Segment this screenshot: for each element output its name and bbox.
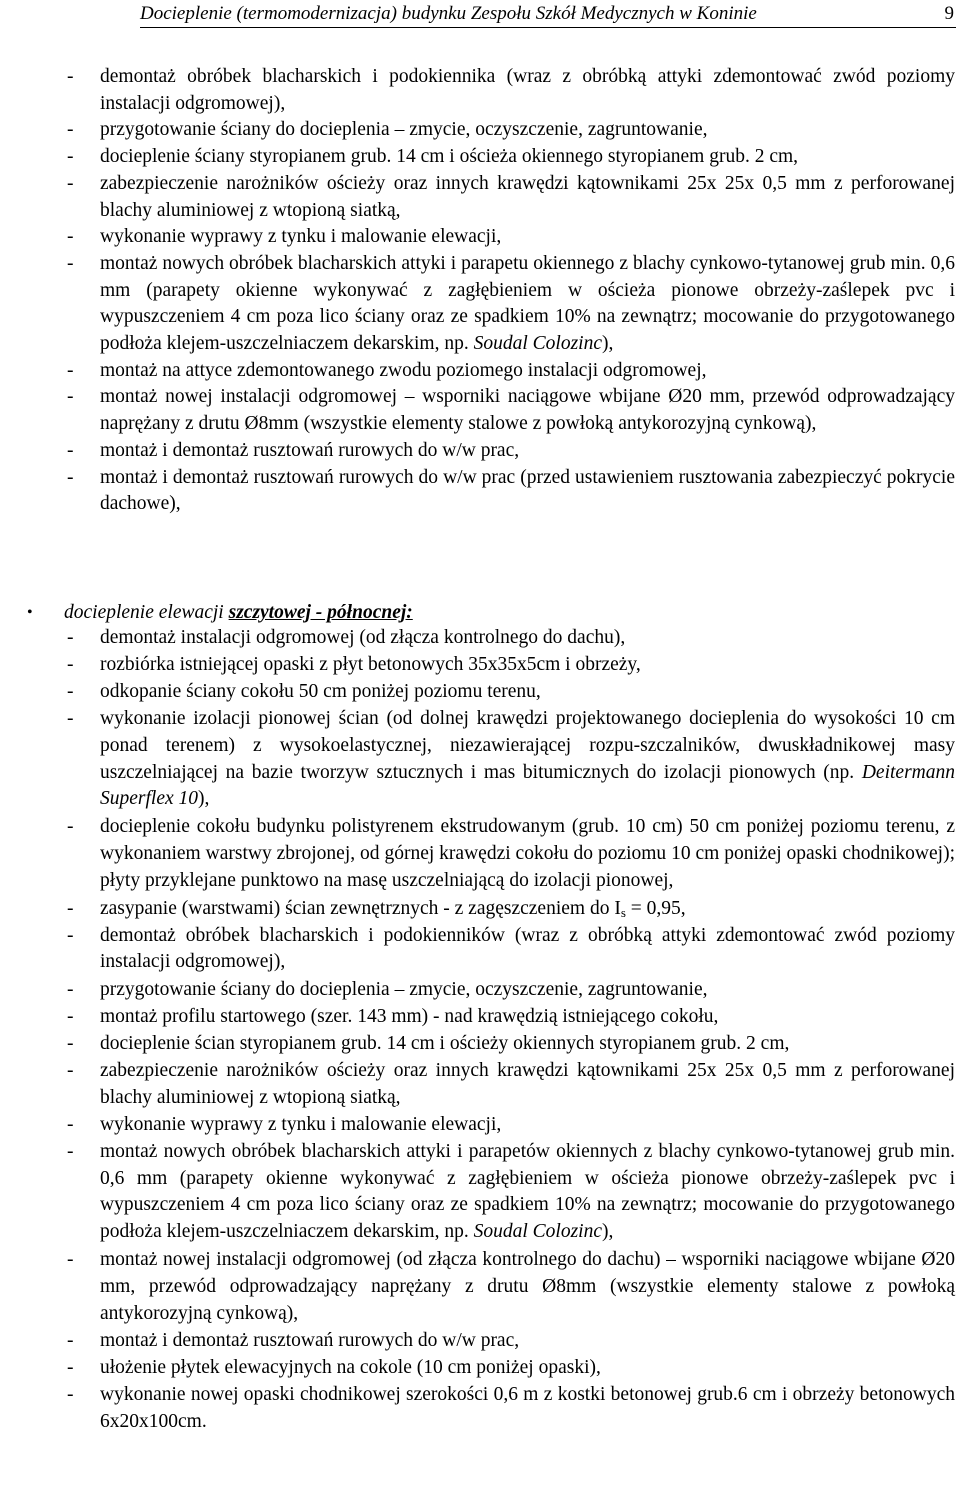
list-item-text bbox=[100, 1031, 955, 1058]
list-dash: - bbox=[67, 978, 74, 1000]
list-item-text bbox=[100, 384, 955, 437]
list-dash: - bbox=[67, 439, 74, 461]
list-dash: - bbox=[67, 172, 74, 194]
list-item-text bbox=[100, 224, 955, 251]
list-item-text bbox=[100, 679, 955, 706]
list-item-text bbox=[100, 171, 955, 224]
list-item bbox=[67, 923, 955, 976]
italic-text: Soudal Colozinc bbox=[473, 333, 602, 354]
list-dash: - bbox=[67, 897, 74, 919]
list-dash: - bbox=[67, 119, 74, 141]
text-run: zabezpieczenie narożników ościeży oraz innych krawędzi kątownikami 25x 25x 0,5 mm z perforowanej blachy aluminiowej z wtopioną siatką, bbox=[100, 172, 955, 221]
list-item bbox=[67, 64, 955, 117]
list-item bbox=[67, 251, 955, 358]
text-run: przygotowanie ściany do docieplenia – zmycie, oczyszczenie, zagruntowanie, bbox=[100, 978, 708, 1000]
list-dash: - bbox=[67, 654, 74, 676]
list-dash: - bbox=[67, 1384, 74, 1406]
list-item-text bbox=[100, 625, 955, 652]
list-dash: - bbox=[67, 1357, 74, 1379]
list-item bbox=[67, 679, 955, 706]
text-run: docieplenie ściany styropianem grub. 14 cm i ościeża okiennego styropianem grub. 2 cm, bbox=[100, 146, 799, 168]
list-item-text bbox=[100, 1247, 955, 1327]
section-heading bbox=[27, 599, 413, 626]
text-run: montaż i demontaż rusztowań rurowych do w/w prac, bbox=[100, 1330, 520, 1352]
list-item-text bbox=[100, 1139, 955, 1246]
list-item-text bbox=[100, 251, 955, 358]
bullet-icon: • bbox=[27, 604, 33, 621]
text-run: montaż na attyce zdemontowanego zwodu poziomego instalacji odgromowej, bbox=[100, 359, 707, 381]
text-run: montaż profilu startowego (szer. 143 mm) - nad krawędzią istniejącego cokołu, bbox=[100, 1005, 719, 1027]
list-item-text bbox=[100, 1058, 955, 1111]
list-dash: - bbox=[67, 226, 74, 248]
list-item bbox=[67, 1139, 955, 1246]
list-dash: - bbox=[67, 386, 74, 408]
list-item bbox=[67, 1355, 955, 1382]
list-item-text bbox=[100, 706, 955, 813]
page-header bbox=[140, 0, 956, 28]
list-item bbox=[67, 1004, 955, 1031]
list-item bbox=[67, 144, 955, 171]
list-item bbox=[67, 1112, 955, 1139]
list-item bbox=[67, 896, 955, 923]
text-run: odkopanie ściany cokołu 50 cm poniżej poziomu terenu, bbox=[100, 681, 541, 703]
list-item bbox=[67, 977, 955, 1004]
list-item-text bbox=[100, 1004, 955, 1031]
list-dash: - bbox=[67, 252, 74, 274]
header-title: Docieplenie (termomodernizacja) budynku Zespołu Szkół Medycznych w Koninie bbox=[140, 3, 757, 24]
page-number: 9 bbox=[944, 3, 954, 24]
list-item-text bbox=[100, 652, 955, 679]
text-run: montaż i demontaż rusztowań rurowych do w/w prac, bbox=[100, 439, 520, 461]
text-run: docieplenie ścian styropianem grub. 14 cm i ościeży okiennych styropianem grub. 2 cm, bbox=[100, 1032, 790, 1054]
subscript-text: s bbox=[620, 904, 626, 920]
list-dash: - bbox=[67, 1113, 74, 1135]
list-item-text bbox=[100, 896, 955, 923]
list-item bbox=[67, 358, 955, 385]
list-dash: - bbox=[67, 1005, 74, 1027]
text-run: zabezpieczenie narożników ościeży oraz innych krawędzi kątownikami 25x 25x 0,5 mm z perforowanej blachy aluminiowej z wtopioną siatką, bbox=[100, 1059, 955, 1108]
text-run: wykonanie izolacji pionowej ścian (od dolnej krawędzi projektowanego docieplenia do wysokości 10 cm ponad terenem) z wysokoelastycznej, niezawierającej rozpu-szczalników, dwuskładnikowej masy uszczelniającej na bazie tworzyw sztucznych i mas bitumicznych do izolacji pionowych (np. bbox=[100, 708, 955, 783]
text-run: montaż nowej instalacji odgromowej (od złącza kontrolnego do dachu) – wsporniki naciągowe wbijane Ø20 mm, przewód odprowadzający naprężany z drutu Ø8mm (wszystkie elementy stalowe z powłoką antykorozyjną cynkową), bbox=[100, 1249, 955, 1324]
text-run: montaż nowych obróbek blacharskich attyki i parapetów okiennych z blachy cynkowo-tytanowej grub min. 0,6 mm (parapety okienne wykonywać z zagłębieniem w ościeża pionowe obrzeży-zaślepek pvc i wypuszczeniem 4 cm poza lico ściany oraz ze spadkiem 10% na zewnątrz; mocowanie do przygotowanego podłoża klejem-uszczelniaczem dekarskim, np. bbox=[100, 1140, 955, 1243]
list-dash: - bbox=[67, 681, 74, 703]
text-run: ), bbox=[602, 1221, 614, 1243]
text-run: rozbiórka istniejącej opaski z płyt betonowych 35x35x5cm i obrzeży, bbox=[100, 654, 641, 676]
list-item bbox=[67, 652, 955, 679]
text-run: wykonanie wyprawy z tynku i malowanie elewacji, bbox=[100, 1113, 502, 1135]
text-run: montaż i demontaż rusztowań rurowych do w/w prac (przed ustawieniem rusztowania zabezpieczyć pokrycie dachowe), bbox=[100, 466, 955, 515]
list-item-text bbox=[100, 1112, 955, 1139]
text-run: zasypanie (warstwami) ścian zewnętrznych - z zagęszczeniem do I bbox=[100, 897, 621, 919]
text-run: docieplenie cokołu budynku polistyrenem ekstrudowanym (grub. 10 cm) 50 cm poniżej poziomu terenu, z wykonaniem warstwy zbrojonej, od górnej krawędzi cokołu do poziomu 10 cm poniżej opaski chodnikowej); płyty przyklejane punktowo na masę uszczelniającą do izolacji pionowej, bbox=[100, 816, 955, 891]
list-dash: - bbox=[67, 1032, 74, 1054]
list-item bbox=[67, 171, 955, 224]
list-dash: - bbox=[67, 1059, 74, 1081]
list-dash: - bbox=[67, 146, 74, 168]
list-dash: - bbox=[67, 1140, 74, 1162]
list-item bbox=[67, 625, 955, 652]
list-item-text bbox=[100, 814, 955, 894]
list-item bbox=[67, 438, 955, 465]
text-run: wykonanie wyprawy z tynku i malowanie elewacji, bbox=[100, 226, 502, 248]
list-dash: - bbox=[67, 708, 74, 730]
text-run: demontaż obróbek blacharskich i podokienników (wraz z obróbką attyki zdemontować zwód poziomy instalacji odgromowej), bbox=[100, 924, 955, 973]
text-run: wykonanie nowej opaski chodnikowej szerokości 0,6 m z kostki betonowej grub.6 cm i obrzeży betonowych 6x20x100cm. bbox=[100, 1384, 955, 1433]
italic-text: Deitermann Superflex 10 bbox=[100, 761, 955, 810]
list-item-text bbox=[100, 358, 955, 385]
section-heading-prefix: docieplenie elewacji bbox=[64, 602, 229, 623]
list-item bbox=[67, 224, 955, 251]
text-run: demontaż instalacji odgromowej (od złącza kontrolnego do dachu), bbox=[100, 627, 626, 648]
text-run: montaż nowych obróbek blacharskich attyki i parapetu okiennego z blachy cynkowo-tytanowej grub min. 0,6 mm (parapety okienne wykonywać z zagłębieniem w ościeża pionowe obrzeży-zaślepek pvc i wypuszczeniem 4 cm poza lico ściany oraz ze spadkiem 10% na zewnątrz; mocowanie do przygotowanego podłoża klejem-uszczelniaczem dekarskim, np. bbox=[100, 252, 955, 354]
list-item-text bbox=[100, 923, 955, 976]
list-item bbox=[67, 1031, 955, 1058]
list-item bbox=[67, 465, 955, 518]
list-item bbox=[67, 384, 955, 437]
list-dash: - bbox=[67, 466, 74, 488]
list-item-text bbox=[100, 1328, 955, 1355]
text-run: przygotowanie ściany do docieplenia – zmycie, oczyszczenie, zagruntowanie, bbox=[100, 119, 708, 141]
list-item bbox=[67, 117, 955, 144]
list-item-text bbox=[100, 438, 955, 465]
list-dash: - bbox=[67, 627, 74, 648]
text-run: = 0,95, bbox=[625, 897, 686, 919]
list-item bbox=[67, 814, 955, 894]
section-heading-underlined: szczytowej - północnej: bbox=[228, 602, 413, 623]
italic-text: Soudal Colozinc bbox=[473, 1221, 602, 1243]
list-item-text bbox=[100, 465, 955, 518]
list-item-text bbox=[100, 1355, 955, 1382]
list-item-text bbox=[100, 64, 955, 117]
list-dash: - bbox=[67, 924, 74, 946]
text-run: ), bbox=[602, 333, 614, 354]
list-dash: - bbox=[67, 359, 74, 381]
list-dash: - bbox=[67, 66, 74, 87]
list-item bbox=[67, 706, 955, 813]
list-dash: - bbox=[67, 1249, 74, 1271]
text-run: montaż nowej instalacji odgromowej – wsporniki naciągowe wbijane Ø20 mm, przewód odprowadzający naprężany z drutu Ø8mm (wszystkie elementy stalowe z powłoką antykorozyjną cynkową), bbox=[100, 386, 955, 435]
list-item-text bbox=[100, 117, 955, 144]
text-run: ), bbox=[198, 788, 210, 810]
list-item-text bbox=[100, 144, 955, 171]
list-item bbox=[67, 1328, 955, 1355]
list-item bbox=[67, 1247, 955, 1327]
list-dash: - bbox=[67, 1330, 74, 1352]
list-dash: - bbox=[67, 816, 74, 838]
list-item bbox=[67, 1058, 955, 1111]
text-run: ułożenie płytek elewacyjnych na cokole (10 cm poniżej opaski), bbox=[100, 1357, 601, 1379]
list-item-text bbox=[100, 977, 955, 1004]
list-item-text bbox=[100, 1382, 955, 1435]
list-item bbox=[67, 1382, 955, 1435]
text-run: demontaż obróbek blacharskich i podokiennika (wraz z obróbką attyki zdemontować zwód poziomy instalacji odgromowej), bbox=[100, 66, 955, 114]
